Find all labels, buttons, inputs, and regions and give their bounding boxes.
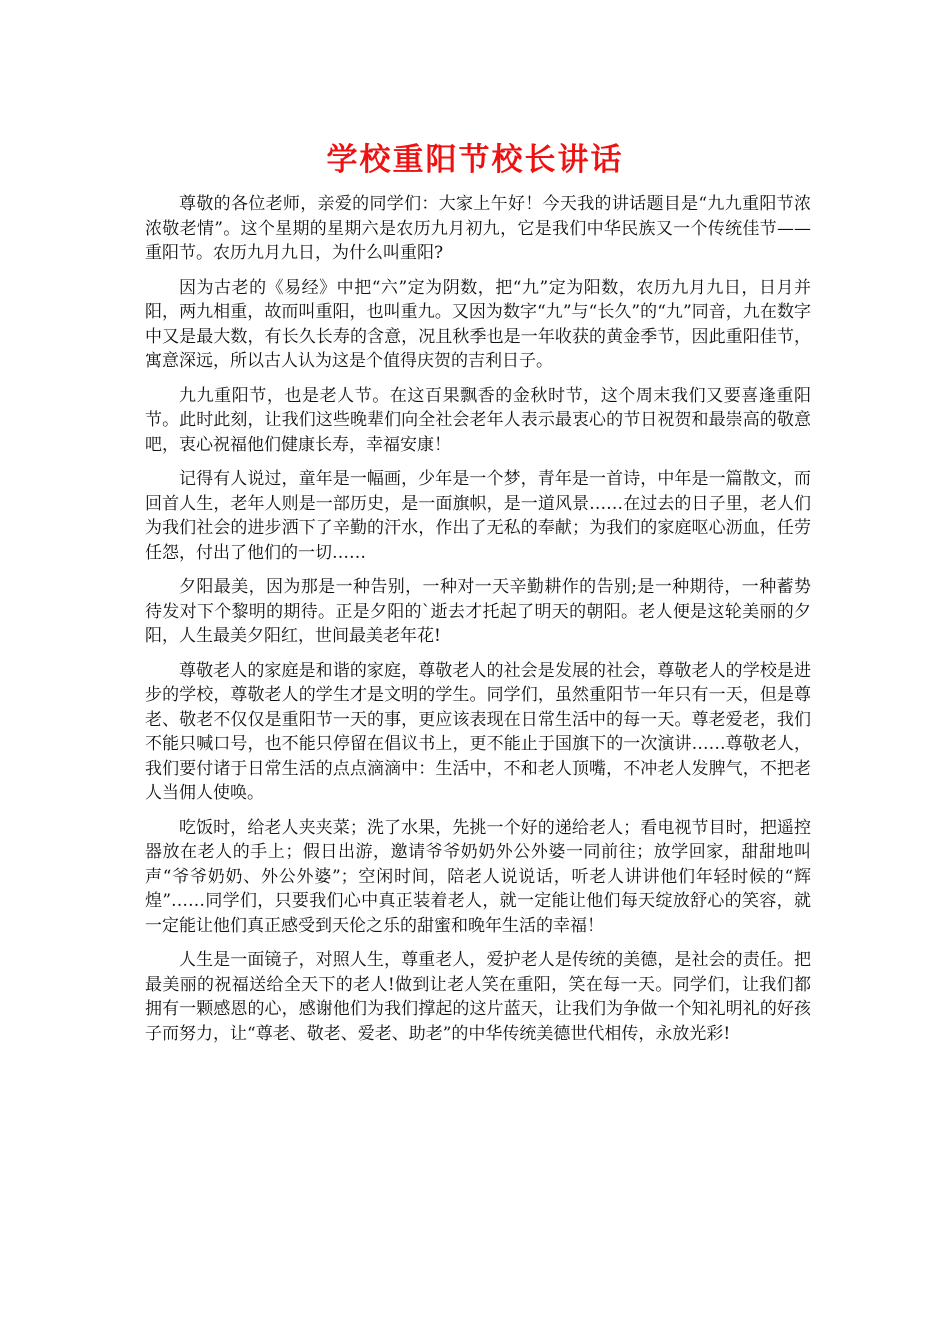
document-body: [145, 192, 811, 1056]
paragraph-8: 人生是一面镜子，对照人生，尊重老人，爱护老人是传统的美德，是社会的责任。把最美丽的祝福送给全天下的老人!做到让老人笑在重阳，笑在每一天。同学们，让我们都拥有一颗感恩的心，感谢他们为我们撑起的这片蓝天，让我们为争做一个知礼明礼的好孩子而努力，让“尊老、敬老、爱老、助老”的中华传统美德世代相传，永放光彩!: [145, 950, 811, 1044]
paragraph-6: 尊敬老人的家庭是和谐的家庭，尊敬老人的社会是发展的社会，尊敬老人的学校是进步的学校，尊敬老人的学生才是文明的学生。同学们，虽然重阳节一年只有一天，但是尊老、敬老不仅仅是重阳节一天的事，更应该表现在日常生活中的每一天。尊老爱老，我们不能只喊口号，也不能只停留在倡议书上，更不能止于国旗下的一次演讲……尊敬老人，我们要付诸于日常生活的点点滴滴中：生活中，不和老人顶嘴，不冲老人发脾气，不把老人当佣人使唤。: [145, 660, 811, 803]
paragraph-4: 记得有人说过，童年是一幅画，少年是一个梦，青年是一首诗，中年是一篇散文，而回首人生，老年人则是一部历史，是一面旗帜，是一道风景……在过去的日子里，老人们为我们社会的进步洒下了辛勤的汗水，作出了无私的奉献；为我们的家庭呕心沥血，任劳任怨，付出了他们的一切……: [145, 469, 811, 563]
paragraph-3: 九九重阳节，也是老人节。在这百果飘香的金秋时节，这个周末我们又要喜逢重阳节。此时此刻，让我们这些晚辈们向全社会老年人表示最衷心的节日祝贺和最崇高的敬意吧，衷心祝福他们健康长寿，幸福安康！: [145, 385, 811, 455]
paragraph-5: 夕阳最美，因为那是一种告别，一种对一天辛勤耕作的告别;是一种期待，一种蓄势待发对下个黎明的期待。正是夕阳的`逝去才托起了明天的朝阳。老人便是这轮美丽的夕阳，人生最美夕阳红，世间最美老年花!: [145, 577, 811, 646]
paragraph-1: 尊敬的各位老师，亲爱的同学们：大家上午好！今天我的讲话题目是“九九重阳节浓浓敬老情”。这个星期的星期六是农历九月初九，它是我们中华民族又一个传统佳节——重阳节。农历九月九日，为什么叫重阳?: [145, 194, 811, 263]
paragraph-2: 因为古老的《易经》中把“六”定为阴数，把“九”定为阳数，农历九月九日，日月并阳，两九相重，故而叫重阳，也叫重九。又因为数字“九”与“长久”的“九”同音，九在数字中又是最大数，有长久长寿的含意，况且秋季也是一年收获的黄金季节，因此重阳佳节，寓意深远，所以古人认为这是个值得庆贺的吉利日子。: [145, 277, 811, 371]
paragraph-7: 吃饭时，给老人夹夹菜；洗了水果，先挑一个好的递给老人；看电视节目时，把遥控器放在老人的手上；假日出游，邀请爷爷奶奶外公外婆一同前往；放学回家，甜甜地叫声“爷爷奶奶、外公外婆”；空闲时间，陪老人说说话，听老人讲讲他们年轻时候的“辉煌”……同学们，只要我们心中真正装着老人，就一定能让他们每天绽放舒心的笑容，就一定能让他们真正感受到天伦之乐的甜蜜和晚年生活的幸福！: [145, 817, 811, 936]
document-title: 学校重阳节校长讲话: [326, 142, 624, 178]
